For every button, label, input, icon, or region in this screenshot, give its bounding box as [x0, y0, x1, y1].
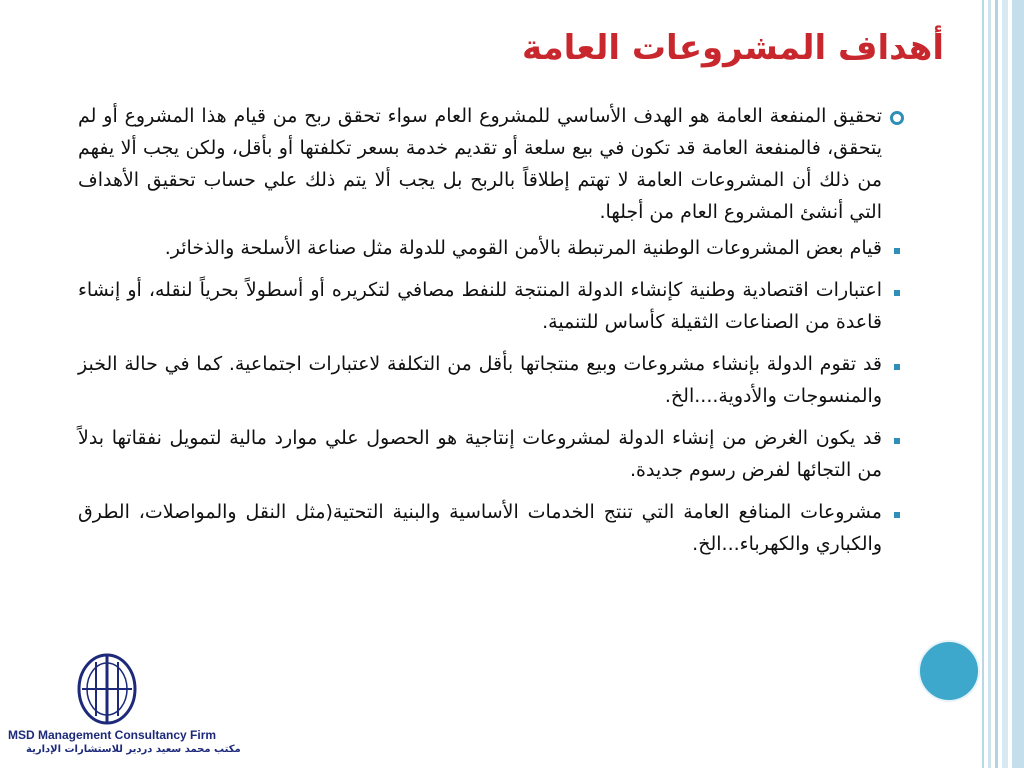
list-item — [78, 232, 910, 264]
list-item-text: قد تقوم الدولة بإنشاء مشروعات وبيع منتجاتها بأقل من التكلفة لاعتبارات اجتماعية. كما في حالة الخبز والمنسوجات والأدوية....الخ. — [78, 353, 882, 407]
list-item — [78, 422, 910, 486]
msd-logo — [76, 652, 138, 726]
circle-bullet-icon — [886, 100, 908, 135]
list-item — [78, 100, 910, 228]
square-bullet-icon — [886, 496, 908, 528]
list-item — [78, 274, 910, 338]
list-item-text: مشروعات المنافع العامة التي تنتج الخدمات الأساسية والبنية التحتية(مثل النقل والمواصلات، الطرق والكباري والكهرباء...الخ. — [78, 501, 882, 555]
square-bullet-icon — [886, 274, 908, 306]
list-item-text: تحقيق المنفعة العامة هو الهدف الأساسي للمشروع العام سواء تحقق ربح من قيام هذا المشروع أو لم يتحقق، فالمنفعة العامة قد تكون في بيع سلعة أو تقديم خدمة بسعر تكلفتها أو بأقل، ولكن يجب ألا يفهم من ذلك أن المشروعات العامة لا تهتم إطلاقاً بالربح بل يجب ألا يتم ذلك علي حساب تحقيق الأهداف التي أنشئ المشروع العام من أجلها. — [78, 105, 882, 223]
firm-name-ar: مكتب محمد سعيد دردير للاستشارات الإدارية — [26, 744, 241, 755]
slide-content — [78, 100, 910, 570]
firm-name-en: MSD Management Consultancy Firm — [8, 728, 217, 742]
list-item — [78, 496, 910, 560]
list-item-text: قيام بعض المشروعات الوطنية المرتبطة بالأمن القومي للدولة مثل صناعة الأسلحة والذخائر. — [164, 237, 882, 259]
decorative-stripes — [976, 0, 1024, 768]
square-bullet-icon — [886, 422, 908, 454]
decorative-circle — [918, 640, 980, 702]
square-bullet-icon — [886, 232, 908, 264]
list-item-text: اعتبارات اقتصادية وطنية كإنشاء الدولة المنتجة للنفط مصافي لتكريره أو أسطولاً بحرياً لنقله، أو إنشاء قاعدة من الصناعات الثقيلة كأساس للتنمية. — [78, 279, 882, 333]
list-item-text: قد يكون الغرض من إنشاء الدولة لمشروعات إنتاجية هو الحصول علي موارد مالية لتمويل نفقاتها بدلاً من التجائها لفرض رسوم جديدة. — [78, 427, 882, 481]
square-bullet-icon — [886, 348, 908, 380]
slide-title: أهداف المشروعات العامة — [522, 28, 944, 68]
list-item — [78, 348, 910, 412]
